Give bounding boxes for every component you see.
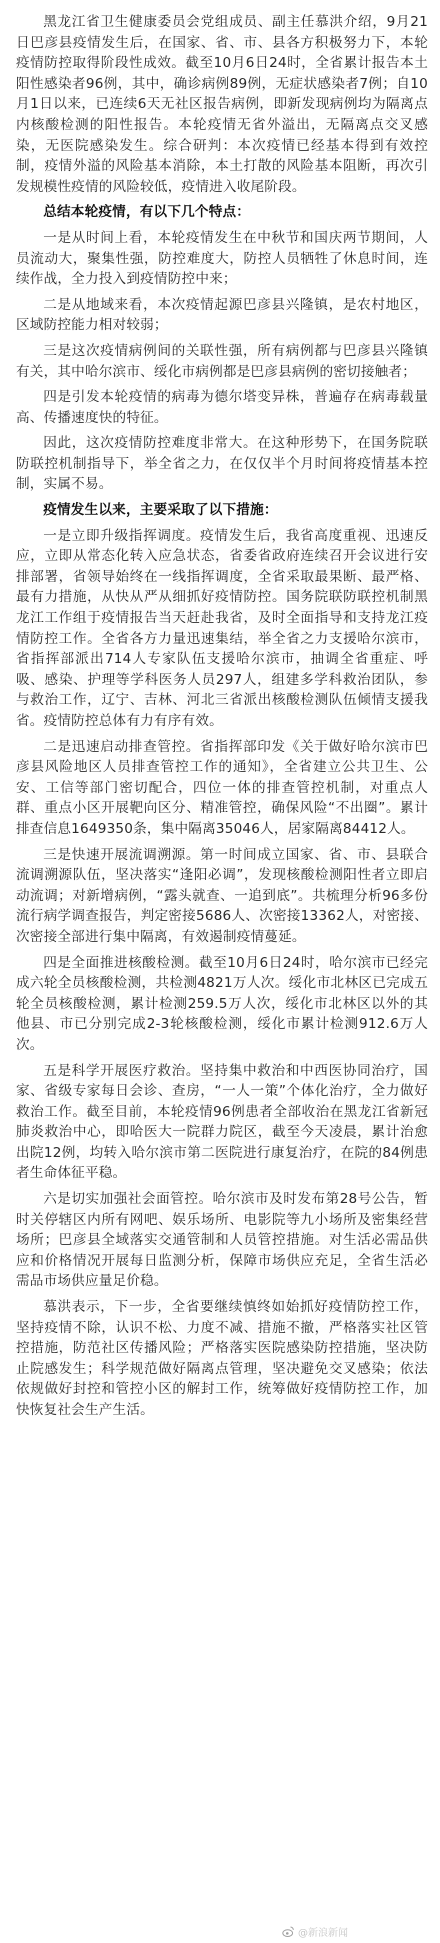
- paragraph-feature-2: 二是从地域来看，本次疫情起源巴彦县兴隆镇，是农村地区，区域防控能力相对较弱；: [16, 296, 428, 334]
- paragraph-measure-1: 一是立即升级指挥调度。疫情发生后，我省高度重视、迅速反应，立即从常态化转入应急状态，省委省政府连续召开会议进行安排部署，省领导始终在一线指挥调度，全省采取最果断、最严格、最有力措施，从快从严从细抓好疫情防控。国务院联防联控机制黑龙江工作组于疫情报告当天赶赴我省，及时全面指导和支持龙江疫情防控工作。全省各方力量迅速集结，举全省之力支援哈尔滨市，省指挥部派出714人专家队伍支援哈尔滨市，抽调全省重症、呼吸、感染、护理等学科医务人员297人，组建多学科救治团队，参与救治工作，辽宁、吉林、河北三省派出核酸检测队伍倾情支援我省。疫情防控总体有力有序有效。: [16, 527, 428, 729]
- paragraph-feature-3: 三是这次疫情病例间的关联性强，所有病例都与巴彦县兴隆镇有关，其中哈尔滨市、绥化市病例都是巴彦县病例的密切接触者；: [16, 342, 428, 380]
- watermark-text: @新浪新闻: [298, 1928, 348, 1939]
- paragraph-feature-4: 四是引发本轮疫情的病毒为德尔塔变异株，普遍存在病毒载量高、传播速度快的特征。: [16, 389, 428, 426]
- weibo-icon: [282, 1925, 295, 1938]
- paragraph-conclusion: 因此，这次疫情防控难度非常大。在这种形势下，在国务院联防联控机制指导下，举全省之力，在仅仅半个月时间将疫情基本控制，实属不易。: [16, 435, 428, 493]
- paragraph-feature-1: 一是从时间上看，本轮疫情发生在中秋节和国庆两节期间，人员流动大，聚集性强，防控难度大，防控人员牺牲了休息时间，连续作战，全力投入到疫情防控中来；: [16, 229, 428, 288]
- paragraph-measure-2: 二是迅速启动排查管控。省指挥部印发《关于做好哈尔滨市巴彦县风险地区人员排查管控工作的通知》，全省建立公共卫生、公安、工信等部门密切配合，四位一体的排查管控机制，对重点人群、重点小区开展靶向区分、精准管控，确保风险“不出圈”。累计排查信息1649350条，集中隔离35046人，居家隔离84412人。: [16, 738, 428, 837]
- paragraph-measure-4: 四是全面推进核酸检测。截至10月6日24时，哈尔滨市已经完成六轮全员核酸检测，共检测4821万人次。绥化市北林区已完成五轮全员核酸检测，累计检测259.5万人次，绥化市北林区以外的其他县、市已分别完成2-3轮核酸检测，绥化市累计检测912.6万人次。: [16, 954, 428, 1053]
- section-heading-features: 总结本轮疫情，有以下几个特点：: [43, 204, 251, 221]
- paragraph-intro: 黑龙江省卫生健康委员会党组成员、副主任慕洪介绍，9月21日巴彦县疫情发生后，在国家、省、市、县各方积极努力下，本轮疫情防控取得阶段性成效。截至10月6日24时，全省累计报告本土阳性感染者96例，其中，确诊病例89例，无症状感染者7例；自10月1日以来，已连续6天无社区报告病例，即新发现病例均为隔离点内核酸检测的阳性报告。本轮疫情无省外溢出，无隔离点交叉感染，无医院感染发生。综合研判：本次疫情已经基本得到有效控制，疫情外溢的风险基本消除，本土打散的风险基本阻断，再次引发规模性疫情的风险较低，疫情进入收尾阶段。: [16, 14, 428, 195]
- watermark: [282, 1924, 348, 1939]
- paragraph-measure-3: 三是快速开展流调溯源。第一时间成立国家、省、市、县联合流调溯源队伍，坚决落实“逢阳必调”，发现核酸检测阳性者立即启动流调；对新增病例，“露头就查、一追到底”。共梳理分析96多份流行病学调查报告，判定密接5686人、次密接13362人，对密接、次密接全部进行集中隔离，有效遏制疫情蔓延。: [16, 846, 428, 945]
- paragraph-measure-6: 六是切实加强社会面管控。哈尔滨市及时发布第28号公告，暂时关停辖区内所有网吧、娱乐场所、电影院等九小场所及密集经营场所；巴彦县全域落实交通管制和人员管控措施。对生活必需品供应和价格情况开展每日监测分析，保障市场供应充足，全省生活必需品市场供应量足价稳。: [16, 1191, 428, 1290]
- paragraph-closing: 慕洪表示，下一步，全省要继续慎终如始抓好疫情防控工作，坚持疫情不除，认识不松、力度不减、措施不撤，严格落实社区管控措施，防范社区传播风险；严格落实医院感染防控措施，坚决防止院感发生；科学规范做好隔离点管理，坚决避免交叉感染；依法依规做好封控和管控小区的解封工作，统筹做好疫情防控工作，加快恢复社会生产生活。: [16, 1299, 428, 1418]
- section-heading-measures: 疫情发生以来，主要采取了以下措施：: [43, 502, 278, 519]
- paragraph-measure-5: 五是科学开展医疗救治。坚持集中救治和中西医协同治疗，国家、省级专家每日会诊、查房，“一人一策”个体化治疗，全力做好救治工作。截至目前，本轮疫情96例患者全部收治在黑龙江省新冠肺炎救治中心，即哈医大一院群力院区，截至今天凌晨，累计治愈出院12例，均转入哈尔滨市第二医院进行康复治疗，在院的84例患者生命体征平稳。: [16, 1062, 428, 1182]
